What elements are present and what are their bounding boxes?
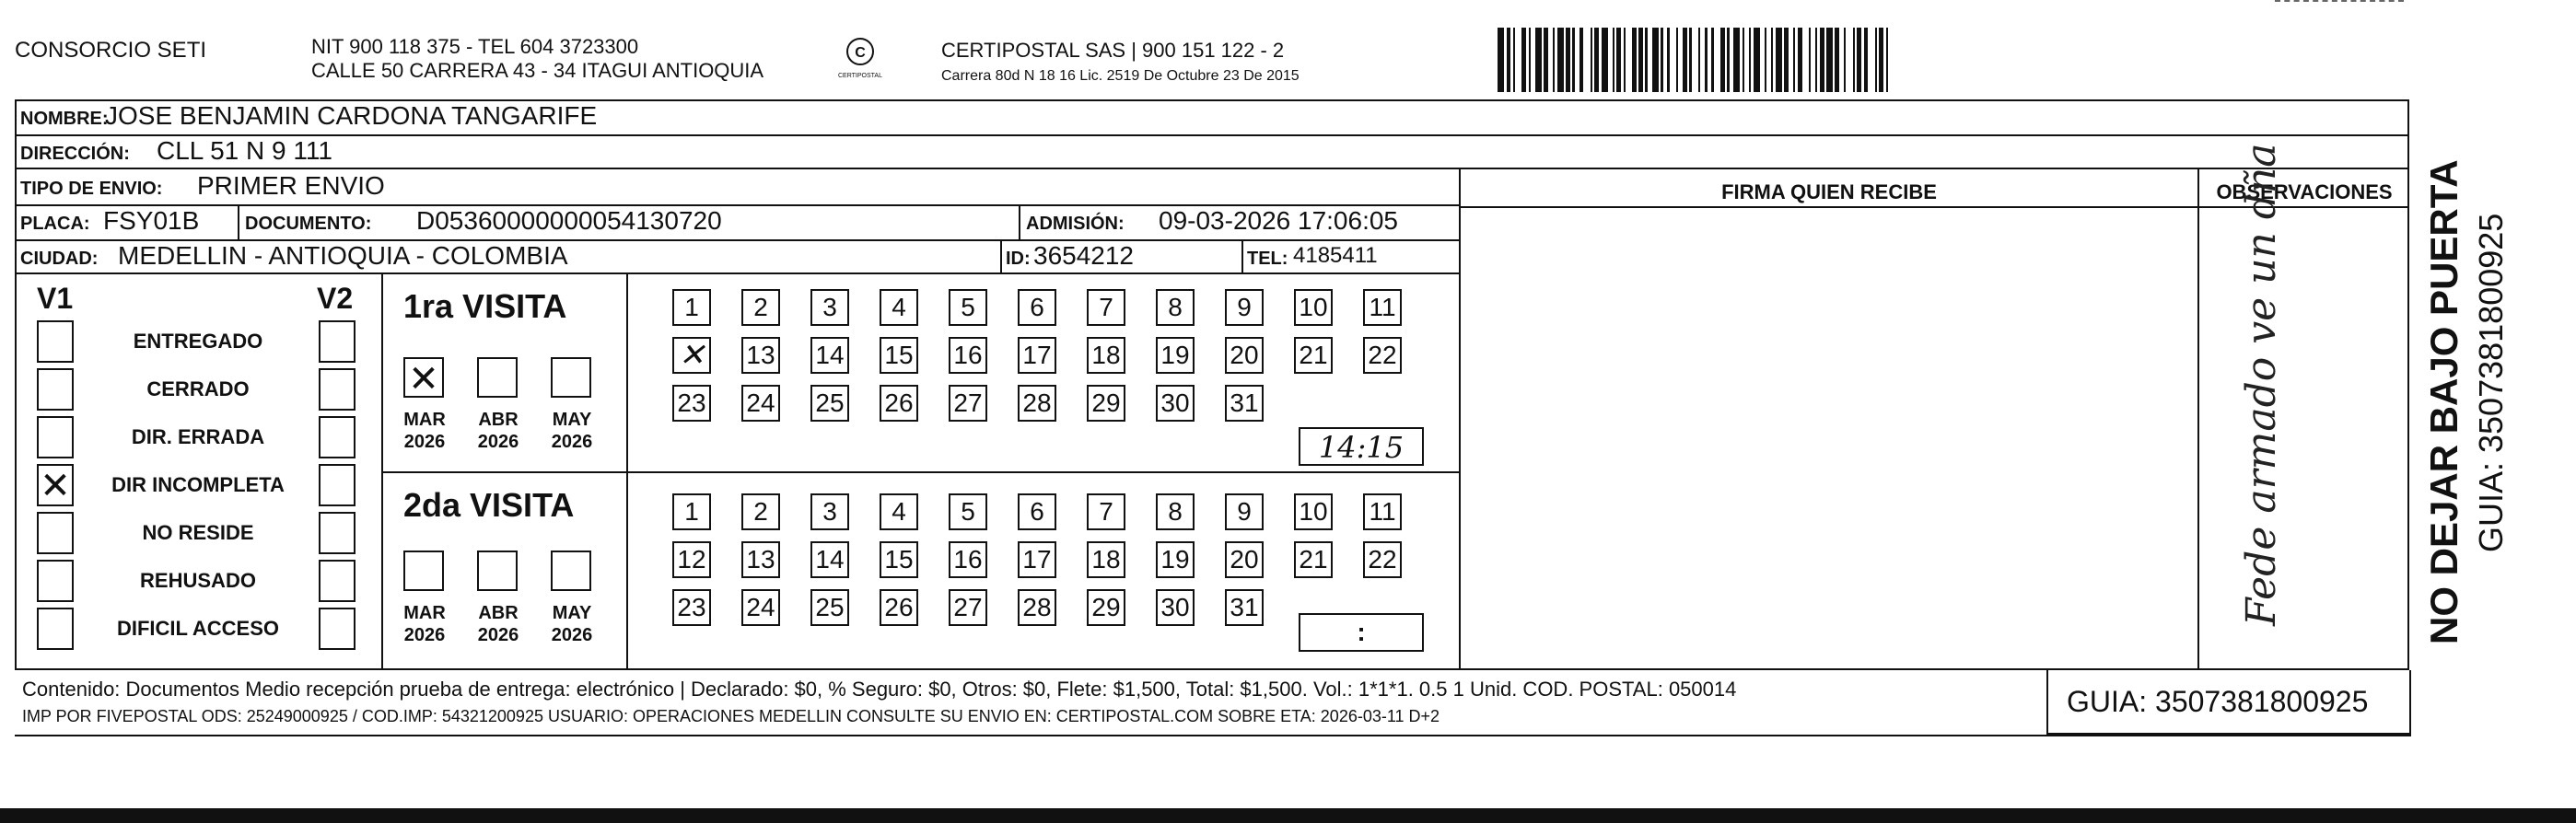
v2-checkbox[interactable] — [319, 560, 356, 602]
day-box[interactable]: 23 — [672, 589, 711, 626]
placa-label: PLACA: — [20, 214, 90, 234]
day-box[interactable]: 19 — [1156, 541, 1195, 578]
admision-divider — [1019, 206, 1020, 239]
v1-checkbox[interactable] — [37, 320, 74, 363]
day-box[interactable]: 4 — [880, 289, 918, 326]
footer-line1: Contenido: Documentos Medio recepción prueba de entrega: electrónico | Declarado: $0, % Seguro: $0, Otros: $0, Flete: $1,500, Total: $1,500. Vol.: 1*1*1. 0.5 1 Unid. COD. POSTAL: 050014 — [22, 678, 1737, 701]
status-label: ENTREGADO — [133, 330, 263, 353]
barcode-bar — [1692, 28, 1698, 92]
v2-checkbox[interactable] — [319, 512, 356, 554]
v1-checkbox[interactable] — [37, 560, 74, 602]
month-label: MAR — [403, 603, 446, 623]
day-box[interactable]: 30 — [1156, 385, 1195, 422]
day-box[interactable]: 5 — [949, 493, 987, 530]
tipo-label: TIPO DE ENVIO: — [20, 179, 163, 199]
barcode-bar — [1754, 28, 1760, 92]
day-box[interactable]: 14 — [810, 541, 849, 578]
observaciones-column — [2197, 169, 2199, 670]
day-box[interactable]: 16 — [949, 541, 987, 578]
main-bottom-line — [15, 735, 2411, 736]
bottom-band — [0, 808, 2576, 823]
day-box[interactable]: 10 — [1294, 289, 1333, 326]
day-box[interactable]: 27 — [949, 589, 987, 626]
ciudad-label: CIUDAD: — [20, 249, 99, 269]
day-box[interactable]: 1 — [672, 289, 711, 326]
day-box[interactable]: 8 — [1156, 493, 1195, 530]
barcode — [1498, 28, 2183, 92]
day-box[interactable]: 13 — [741, 337, 780, 374]
observaciones-header: OBSERVACIONES — [2216, 180, 2393, 203]
month-label: ABR — [478, 603, 519, 623]
certipostal-line: CERTIPOSTAL SAS | 900 151 122 - 2 — [941, 39, 1285, 62]
day-box[interactable]: 3 — [810, 493, 849, 530]
status-label: DIR INCOMPLETA — [111, 473, 285, 496]
month-checkbox[interactable] — [551, 551, 591, 591]
day-box[interactable]: 29 — [1087, 589, 1125, 626]
status-label: DIFICIL ACCESO — [116, 617, 279, 640]
footer-line2: IMP POR FIVEPOSTAL ODS: 25249000925 / COD.IMP: 54321200925 USUARIO: OPERACIONES MEDELLIN CONSULTE SU ENVIO EN: CERTIPOSTAL.COM SOBRE ETA: 2026-03-11 D+2 — [22, 707, 1440, 725]
status-label: DIR. ERRADA — [131, 425, 265, 448]
nombre-value: JOSE BENJAMIN CARDONA TANGARIFE — [105, 101, 598, 130]
nombre-label: NOMBRE: — [20, 109, 109, 129]
day-box[interactable]: 23 — [672, 385, 711, 422]
day-box[interactable]: 21 — [1294, 541, 1333, 578]
day-box[interactable]: 8 — [1156, 289, 1195, 326]
day-box[interactable]: 17 — [1018, 337, 1056, 374]
day-box[interactable]: 27 — [949, 385, 987, 422]
day-box[interactable]: 14 — [810, 337, 849, 374]
barcode-bar — [1583, 28, 1590, 92]
barcode-bar — [1670, 28, 1676, 92]
day-box[interactable] — [672, 337, 711, 374]
day-box[interactable]: 15 — [880, 541, 918, 578]
day-box[interactable]: 20 — [1225, 541, 1264, 578]
day-box[interactable]: 17 — [1018, 541, 1056, 578]
day-box[interactable]: 28 — [1018, 385, 1056, 422]
firma-column — [1459, 169, 2197, 670]
day-box[interactable]: 31 — [1225, 385, 1264, 422]
id-value: 3654212 — [1033, 241, 1135, 270]
check-x-icon: ✕ — [40, 466, 71, 506]
day-box[interactable]: 24 — [741, 589, 780, 626]
v1-checkbox[interactable] — [37, 416, 74, 458]
day-box[interactable]: 25 — [810, 385, 849, 422]
v1-checkbox[interactable] — [37, 512, 74, 554]
month-caption — [549, 602, 595, 646]
month-label: ABR — [478, 410, 519, 430]
month-label: MAY — [552, 410, 592, 430]
month-caption — [402, 409, 448, 453]
tel-divider — [1241, 241, 1243, 272]
visita1-divider — [626, 274, 628, 668]
day-box[interactable]: 19 — [1156, 337, 1195, 374]
month-checkbox[interactable] — [477, 551, 518, 591]
day-box[interactable]: 11 — [1363, 493, 1402, 530]
month-caption — [475, 602, 521, 646]
side-no-dejar: NO DEJAR BAJO PUERTA — [2422, 159, 2465, 644]
admision-label: ADMISIÓN: — [1026, 214, 1125, 234]
barcode-bar — [1602, 28, 1608, 92]
month-checkbox[interactable] — [551, 357, 591, 398]
day-box[interactable]: 21 — [1294, 337, 1333, 374]
barcode-bar — [1826, 28, 1833, 92]
month-caption — [549, 409, 595, 453]
barcode-bar — [1776, 28, 1782, 92]
status-label: NO RESIDE — [142, 521, 254, 544]
id-label: ID: — [1006, 249, 1031, 269]
placa-divider — [238, 206, 239, 239]
ciudad-row — [15, 241, 1461, 274]
status-label: CERRADO — [146, 377, 250, 400]
check-x-icon: ✕ — [408, 359, 439, 400]
v2-checkbox[interactable] — [319, 368, 356, 411]
v2-checkbox[interactable] — [319, 608, 356, 650]
month-label: MAY — [552, 603, 592, 623]
month-year: 2026 — [477, 625, 519, 645]
day-box[interactable]: 2 — [741, 289, 780, 326]
ciudad-value: MEDELLIN - ANTIOQUIA - COLOMBIA — [118, 241, 568, 270]
direccion-value: CLL 51 N 9 111 — [157, 136, 332, 165]
check-x-icon: ✕ — [678, 338, 705, 373]
status-label: REHUSADO — [140, 569, 256, 592]
barcode-bar — [1846, 28, 1852, 92]
visita1-title: 1ra VISITA — [403, 287, 567, 325]
nombre-row — [15, 99, 2409, 136]
month-year: 2026 — [477, 432, 519, 452]
month-year: 2026 — [551, 432, 593, 452]
day-box[interactable]: 29 — [1087, 385, 1125, 422]
day-box[interactable]: 26 — [880, 385, 918, 422]
nit-line: NIT 900 118 375 - TEL 604 3723300 — [311, 35, 639, 58]
month-label: MAR — [403, 410, 446, 430]
day-box[interactable]: 18 — [1087, 541, 1125, 578]
footer-guia: GUIA: 3507381800925 — [2067, 685, 2369, 718]
day-box[interactable]: 2 — [741, 493, 780, 530]
barcode-bar — [1868, 28, 1874, 92]
month-checkbox[interactable] — [477, 357, 518, 398]
tel-label: TEL: — [1247, 249, 1288, 269]
visita2-time[interactable]: : — [1299, 613, 1424, 652]
day-box[interactable]: 1 — [672, 493, 711, 530]
barcode-bar — [1498, 28, 1504, 92]
day-box[interactable]: 5 — [949, 289, 987, 326]
day-box[interactable]: 24 — [741, 385, 780, 422]
day-box[interactable]: 11 — [1363, 289, 1402, 326]
day-box[interactable]: 6 — [1018, 289, 1056, 326]
barcode-bar — [1714, 28, 1720, 92]
barcode-bar — [1515, 28, 1521, 92]
day-box[interactable]: 16 — [949, 337, 987, 374]
day-box[interactable]: 31 — [1225, 589, 1264, 626]
placa-value: FSY01B — [103, 206, 200, 235]
day-box[interactable]: 3 — [810, 289, 849, 326]
day-box[interactable]: 25 — [810, 589, 849, 626]
month-year: 2026 — [403, 625, 446, 645]
day-box[interactable]: 9 — [1225, 289, 1264, 326]
day-box[interactable]: 13 — [741, 541, 780, 578]
side-guia: GUIA: 3507381800925 — [2472, 213, 2510, 552]
barcode-bar — [1626, 28, 1632, 92]
day-box[interactable]: 20 — [1225, 337, 1264, 374]
day-box[interactable]: 12 — [672, 541, 711, 578]
v2-checkbox[interactable] — [319, 416, 356, 458]
day-box[interactable]: 7 — [1087, 493, 1125, 530]
day-box[interactable]: 22 — [1363, 541, 1402, 578]
month-checkbox[interactable] — [403, 551, 444, 591]
v1-checkbox[interactable] — [37, 608, 74, 650]
v1-checkbox[interactable] — [37, 368, 74, 411]
company-name: CONSORCIO SETI — [15, 38, 207, 63]
day-box[interactable]: 6 — [1018, 493, 1056, 530]
day-box[interactable]: 4 — [880, 493, 918, 530]
day-box[interactable]: 15 — [880, 337, 918, 374]
barcode-bar — [1733, 28, 1740, 92]
day-box[interactable]: 7 — [1087, 289, 1125, 326]
month-year: 2026 — [551, 625, 593, 645]
barcode-bar — [1652, 28, 1659, 92]
barcode-bar — [1535, 28, 1542, 92]
month-checkbox[interactable] — [403, 357, 444, 398]
v2-label: V2 — [317, 282, 354, 315]
v1-checkbox[interactable] — [37, 464, 74, 506]
day-box[interactable]: 28 — [1018, 589, 1056, 626]
day-box[interactable]: 9 — [1225, 493, 1264, 530]
firma-header: FIRMA QUIEN RECIBE — [1721, 180, 1937, 203]
direccion-label: DIRECCIÓN: — [20, 144, 130, 164]
observaciones-handwriting: Fede armado ve un dña — [2238, 143, 2285, 626]
barcode-bar — [1557, 28, 1564, 92]
certipostal-logo: C CERTIPOSTAL — [838, 35, 882, 79]
visita2-title: 2da VISITA — [403, 486, 575, 524]
tipo-row — [15, 169, 1461, 206]
barcode-bar — [1888, 28, 1894, 92]
corner-mark — [2275, 0, 2404, 5]
direccion-row — [15, 136, 2409, 169]
day-box[interactable]: 18 — [1087, 337, 1125, 374]
address-line: CALLE 50 CARRERA 43 - 34 ITAGUI ANTIOQUIA — [311, 59, 764, 82]
v1-label: V1 — [37, 282, 74, 315]
tel-value: 4185411 — [1293, 243, 1378, 268]
v2-checkbox[interactable] — [319, 464, 356, 506]
month-caption — [402, 602, 448, 646]
id-divider — [1000, 241, 1002, 272]
svg-text:C: C — [855, 45, 866, 61]
day-box[interactable]: 26 — [880, 589, 918, 626]
tipo-value: PRIMER ENVIO — [197, 171, 385, 200]
documento-label: DOCUMENTO: — [245, 214, 372, 234]
admision-value: 09-03-2026 17:06:05 — [1159, 206, 1398, 235]
documento-value: D05360000000054130720 — [416, 206, 722, 235]
day-box[interactable]: 22 — [1363, 337, 1402, 374]
month-year: 2026 — [403, 432, 446, 452]
v2-checkbox[interactable] — [319, 320, 356, 363]
license-line: Carrera 80d N 18 16 Lic. 2519 De Octubre 23 De 2015 — [941, 68, 1300, 84]
barcode-bar — [1802, 28, 1809, 92]
month-caption — [475, 409, 521, 453]
visita1-time[interactable]: 14:15 — [1299, 427, 1424, 466]
day-box[interactable]: 30 — [1156, 589, 1195, 626]
day-box[interactable]: 10 — [1294, 493, 1333, 530]
placa-row — [15, 206, 1461, 241]
